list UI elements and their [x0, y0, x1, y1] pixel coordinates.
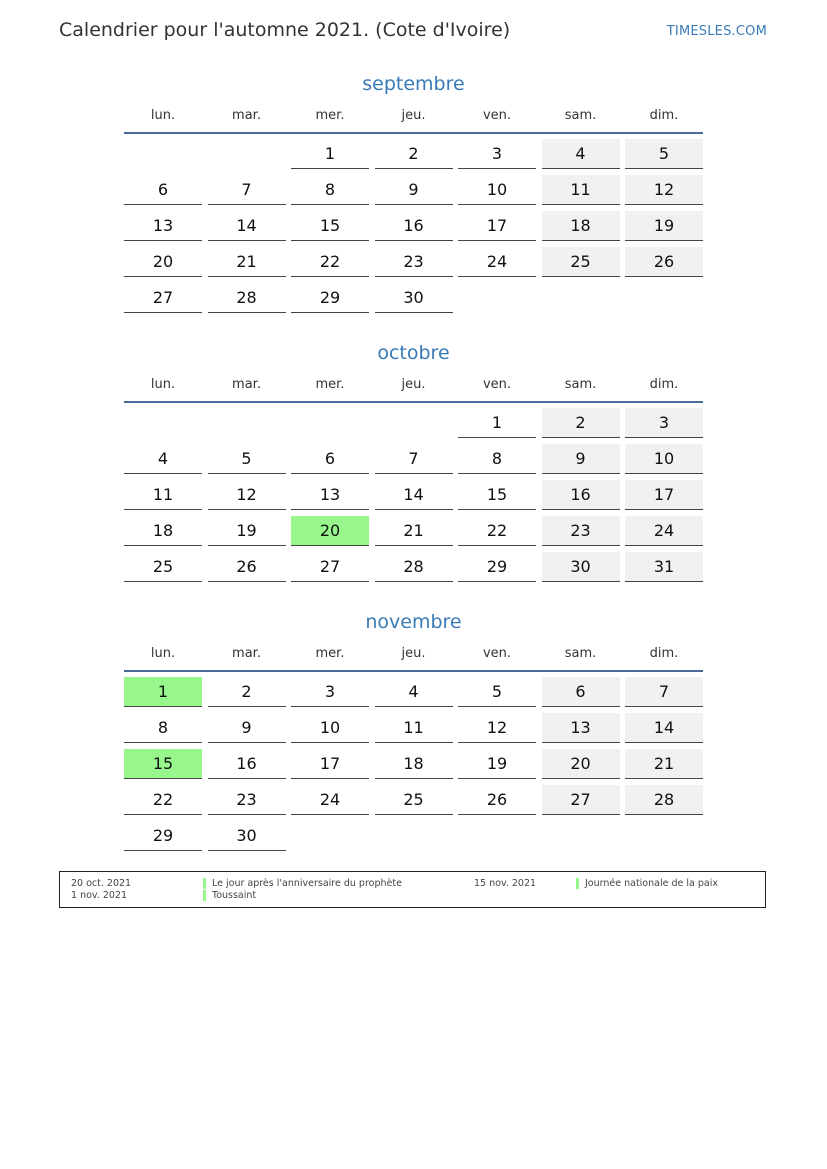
weekday-label: jeu.: [401, 646, 426, 661]
weekday-label: lun.: [150, 646, 176, 661]
day-cell: 19: [208, 516, 286, 546]
day-cell: 8: [124, 713, 202, 743]
weekday-label: mer.: [315, 377, 345, 392]
day-cell: 10: [625, 444, 703, 474]
brand-link[interactable]: TIMESLES.COM: [666, 24, 767, 39]
day-cell: 17: [291, 749, 369, 779]
empty-day-cell: [375, 408, 453, 438]
day-cell: 29: [291, 283, 369, 313]
day-cell: 10: [458, 175, 536, 205]
day-cell: 14: [208, 211, 286, 241]
legend-date: 20 oct. 2021: [71, 878, 132, 889]
day-cell: 11: [124, 480, 202, 510]
day-cell: 27: [291, 552, 369, 582]
weekday-label: mar.: [232, 377, 261, 392]
weekday-label: lun.: [150, 377, 176, 392]
week-row: [124, 821, 703, 857]
week-row: [124, 283, 703, 319]
day-cell: 24: [291, 785, 369, 815]
weekday-label: mar.: [232, 646, 261, 661]
day-cell: 17: [625, 480, 703, 510]
legend-holiday-name: Toussaint: [203, 890, 256, 901]
week-row: [124, 785, 703, 821]
day-cell: 6: [124, 175, 202, 205]
day-cell: 3: [458, 139, 536, 169]
day-cell: 7: [375, 444, 453, 474]
day-cell: 7: [208, 175, 286, 205]
week-row: [124, 444, 703, 480]
day-cell: 18: [124, 516, 202, 546]
legend-date: 15 nov. 2021: [474, 878, 537, 889]
day-cell: 22: [291, 247, 369, 277]
day-cell: 6: [542, 677, 620, 707]
empty-day-cell: [625, 283, 703, 313]
day-cell: 15: [124, 749, 202, 779]
day-cell: 13: [542, 713, 620, 743]
day-cell: 11: [375, 713, 453, 743]
day-cell: 4: [375, 677, 453, 707]
day-cell: 26: [458, 785, 536, 815]
day-cell: 11: [542, 175, 620, 205]
day-cell: 15: [458, 480, 536, 510]
day-cell: 17: [458, 211, 536, 241]
month-name: octobre: [377, 342, 450, 364]
weekday-label: dim.: [649, 108, 679, 123]
day-cell: 26: [208, 552, 286, 582]
day-cell: 23: [375, 247, 453, 277]
weekday-label: sam.: [564, 646, 597, 661]
empty-day-cell: [291, 408, 369, 438]
holiday-legend: [59, 871, 766, 908]
day-cell: 24: [625, 516, 703, 546]
day-cell: 14: [625, 713, 703, 743]
day-cell: 28: [625, 785, 703, 815]
day-cell: 5: [208, 444, 286, 474]
legend-date: 1 nov. 2021: [71, 890, 127, 901]
weekday-label: jeu.: [401, 377, 426, 392]
day-cell: 10: [291, 713, 369, 743]
weekday-label: sam.: [564, 108, 597, 123]
day-cell: 3: [291, 677, 369, 707]
month-0: [124, 70, 703, 319]
day-cell: 25: [124, 552, 202, 582]
month-1: [124, 339, 703, 588]
week-row: [124, 247, 703, 283]
empty-day-cell: [625, 821, 703, 851]
day-cell: 18: [542, 211, 620, 241]
legend-holiday-name: Journée nationale de la paix: [576, 878, 718, 889]
empty-day-cell: [124, 139, 202, 169]
empty-day-cell: [124, 408, 202, 438]
weekday-label: sam.: [564, 377, 597, 392]
month-2: [124, 608, 703, 857]
day-cell: 1: [458, 408, 536, 438]
day-cell: 22: [124, 785, 202, 815]
weekday-label: mer.: [315, 646, 345, 661]
day-cell: 23: [542, 516, 620, 546]
day-cell: 13: [291, 480, 369, 510]
weekday-label: ven.: [482, 377, 512, 392]
day-cell: 15: [291, 211, 369, 241]
day-cell: 19: [458, 749, 536, 779]
day-cell: 24: [458, 247, 536, 277]
day-cell: 25: [542, 247, 620, 277]
page-title: Calendrier pour l'automne 2021. (Cote d'Ivoire): [59, 19, 511, 41]
day-cell: 30: [375, 283, 453, 313]
day-cell: 5: [625, 139, 703, 169]
weekday-label: dim.: [649, 377, 679, 392]
weekday-header: [124, 106, 703, 134]
week-row: [124, 552, 703, 588]
day-cell: 28: [208, 283, 286, 313]
week-row: [124, 480, 703, 516]
empty-day-cell: [291, 821, 369, 851]
day-cell: 14: [375, 480, 453, 510]
week-row: [124, 516, 703, 552]
day-cell: 26: [625, 247, 703, 277]
empty-day-cell: [208, 139, 286, 169]
day-cell: 8: [291, 175, 369, 205]
weekday-label: dim.: [649, 646, 679, 661]
day-cell: 30: [542, 552, 620, 582]
day-cell: 21: [375, 516, 453, 546]
weekday-label: mer.: [315, 108, 345, 123]
day-cell: 8: [458, 444, 536, 474]
day-cell: 7: [625, 677, 703, 707]
week-row: [124, 211, 703, 247]
day-cell: 13: [124, 211, 202, 241]
day-cell: 9: [208, 713, 286, 743]
weekday-label: jeu.: [401, 108, 426, 123]
day-cell: 16: [375, 211, 453, 241]
day-cell: 12: [208, 480, 286, 510]
day-cell: 21: [208, 247, 286, 277]
month-name: novembre: [365, 611, 462, 633]
week-row: [124, 713, 703, 749]
day-cell: 20: [291, 516, 369, 546]
day-cell: 29: [458, 552, 536, 582]
day-cell: 9: [375, 175, 453, 205]
empty-day-cell: [542, 821, 620, 851]
empty-day-cell: [458, 821, 536, 851]
day-cell: 30: [208, 821, 286, 851]
week-row: [124, 408, 703, 444]
weekday-header: [124, 644, 703, 672]
week-row: [124, 175, 703, 211]
day-cell: 16: [208, 749, 286, 779]
empty-day-cell: [375, 821, 453, 851]
weekday-label: ven.: [482, 646, 512, 661]
day-cell: 12: [625, 175, 703, 205]
day-cell: 22: [458, 516, 536, 546]
day-cell: 20: [542, 749, 620, 779]
day-cell: 20: [124, 247, 202, 277]
day-cell: 5: [458, 677, 536, 707]
day-cell: 19: [625, 211, 703, 241]
empty-day-cell: [458, 283, 536, 313]
day-cell: 31: [625, 552, 703, 582]
day-cell: 3: [625, 408, 703, 438]
day-cell: 2: [208, 677, 286, 707]
day-cell: 1: [124, 677, 202, 707]
day-cell: 12: [458, 713, 536, 743]
week-row: [124, 749, 703, 785]
day-cell: 18: [375, 749, 453, 779]
weekday-label: ven.: [482, 108, 512, 123]
legend-holiday-name: Le jour après l'anniversaire du prophète: [203, 878, 402, 889]
day-cell: 1: [291, 139, 369, 169]
day-cell: 16: [542, 480, 620, 510]
day-cell: 27: [542, 785, 620, 815]
day-cell: 9: [542, 444, 620, 474]
weekday-header: [124, 375, 703, 403]
week-row: [124, 677, 703, 713]
month-name: septembre: [362, 73, 465, 95]
week-row: [124, 139, 703, 175]
day-cell: 4: [542, 139, 620, 169]
day-cell: 6: [291, 444, 369, 474]
weekday-label: lun.: [150, 108, 176, 123]
day-cell: 28: [375, 552, 453, 582]
day-cell: 21: [625, 749, 703, 779]
day-cell: 4: [124, 444, 202, 474]
empty-day-cell: [208, 408, 286, 438]
day-cell: 2: [542, 408, 620, 438]
day-cell: 29: [124, 821, 202, 851]
day-cell: 25: [375, 785, 453, 815]
day-cell: 2: [375, 139, 453, 169]
day-cell: 23: [208, 785, 286, 815]
weekday-label: mar.: [232, 108, 261, 123]
empty-day-cell: [542, 283, 620, 313]
day-cell: 27: [124, 283, 202, 313]
